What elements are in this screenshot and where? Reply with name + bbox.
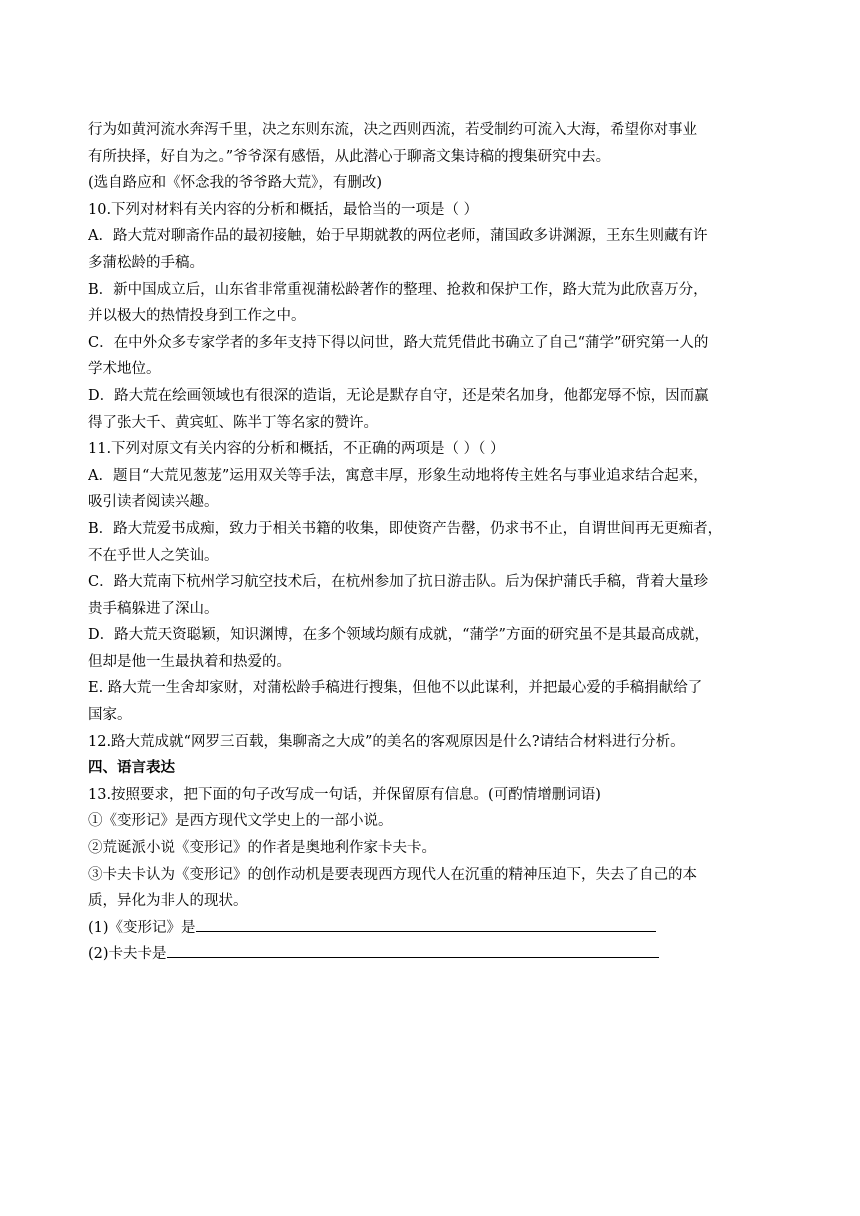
question-11-option-e: E. 路大荒一生舍却家财，对蒲松龄手稿进行搜集，但他不以此谋利，并把最心爱的手稿捐献给了 <box>88 680 703 697</box>
answer-blank-2[interactable] <box>167 943 659 958</box>
question-13-sentence-3-cont: 质，异化为非人的现状。 <box>88 893 248 910</box>
question-10-stem: 10.下列对材料有关内容的分析和概括，最恰当的一项是（ ） <box>88 201 479 218</box>
question-11-option-c: C．路大荒南下杭州学习航空技术后，在杭州参加了抗日游击队。后为保护蒲氏手稿，背着大量珍 <box>88 574 709 591</box>
question-11-option-a: A．题目“大荒见葱茏”运用双关等手法，寓意丰厚，形象生动地将传主姓名与事业追求结合起来， <box>88 467 708 484</box>
answer-line-2 <box>88 941 764 968</box>
passage-line: 行为如黄河流水奔泻千里，决之东则东流，决之西则西流，若受制约可流入大海，希望你对事业 <box>88 122 697 138</box>
question-10-option-a-cont: 多蒲松龄的手稿。 <box>88 254 204 271</box>
question-10-option-b-cont: 并以极大的热情投身到工作之中。 <box>88 308 306 325</box>
question-11-stem: 11.下列对原文有关内容的分析和概括，不正确的两项是（ ）（ ） <box>88 441 505 458</box>
question-13-sentence-2: ②荒诞派小说《变形记》的作者是奥地利作家卡夫卡。 <box>88 840 436 857</box>
question-11-option-a-cont: 吸引读者阅读兴趣。 <box>88 494 219 511</box>
answer-line-1 <box>88 915 764 942</box>
question-11-option-d: D．路大荒天资聪颖，知识渊博，在多个领域均颇有成就，“蒲学”方面的研究虽不是其最高成就， <box>88 627 709 644</box>
answer-line-1-prompt: (1)《变形记》是 <box>88 919 196 936</box>
answer-blank-1[interactable] <box>196 917 656 932</box>
passage-source: (选自路应和《怀念我的爷爷路大荒》，有删改) <box>88 175 383 192</box>
question-12-stem: 12.路大荒成就“网罗三百载，集聊斋之大成”的美名的客观原因是什么?请结合材料进行分析。 <box>88 733 685 750</box>
question-11-option-e-cont: 国家。 <box>88 707 132 724</box>
question-11-option-b-cont: 不在乎世人之笑讪。 <box>88 547 219 564</box>
question-10-option-c: C．在中外众多专家学者的多年支持下得以问世，路大荒凭借此书确立了自己“蒲学”研究第一人的 <box>88 334 709 351</box>
passage-line: 有所抉择，好自为之。”爷爷深有感悟，从此潜心于聊斋文集诗稿的搜集研究中去。 <box>88 148 611 165</box>
question-13-sentence-1: ①《变形记》是西方现代文学史上的一部小说。 <box>88 813 393 830</box>
question-13-stem: 13.按照要求，把下面的句子改写成一句话，并保留原有信息。(可酌情增删词语) <box>88 786 601 803</box>
question-10-option-b: B．新中国成立后，山东省非常重视蒲松龄著作的整理、抢救和保护工作，路大荒为此欣喜万分， <box>88 281 708 298</box>
question-10-option-d-cont: 得了张大千、黄宾虹、陈半丁等名家的赞许。 <box>88 414 378 431</box>
question-10-option-d: D．路大荒在绘画领域也有很深的造诣，无论是默存自守，还是荣名加身，他都宠辱不惊，因而赢 <box>88 387 709 404</box>
question-13-sentence-3: ③卡夫卡认为《变形记》的创作动机是要表现西方现代人在沉重的精神压迫下，失去了自己的本 <box>88 866 697 883</box>
question-11-option-c-cont: 贵手稿躲进了深山。 <box>88 600 219 617</box>
answer-line-2-prompt: (2)卡夫卡是 <box>88 946 167 963</box>
question-11-option-b: B．路大荒爱书成痴，致力于相关书籍的收集，即使资产告罄，仍求书不止，自谓世间再无更痴者， <box>88 520 723 537</box>
page-content <box>88 117 764 968</box>
question-11-option-d-cont: 但却是他一生最执着和热爱的。 <box>88 653 291 670</box>
section-heading: 四、语言表达 <box>88 760 175 777</box>
question-10-option-a: A．路大荒对聊斋作品的最初接触，始于早期就教的两位老师，蒲国政多讲渊源，王东生则藏有许 <box>88 228 708 245</box>
question-10-option-c-cont: 学术地位。 <box>88 361 161 378</box>
